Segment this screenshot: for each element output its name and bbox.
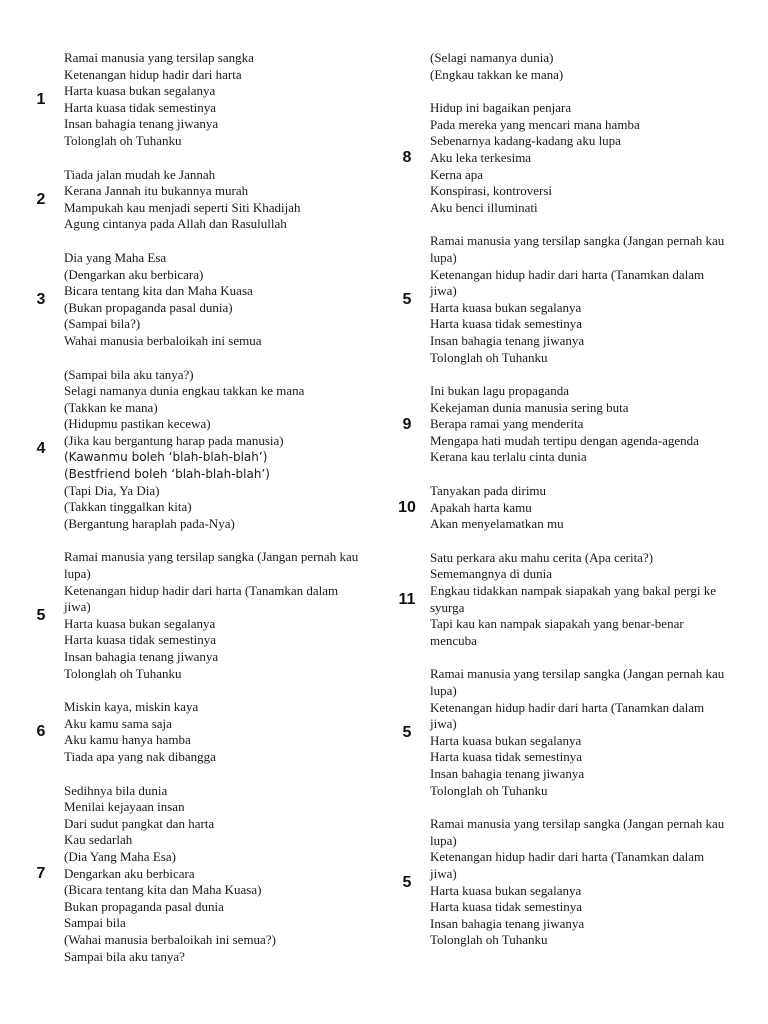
verse-lines: [430, 50, 732, 83]
verse-number: 10: [398, 498, 416, 516]
verse-number: 3: [36, 290, 46, 308]
lyric-line: Harta kuasa tidak semestinya: [430, 749, 582, 765]
lyric-line: Kerana Jannah itu bukannya murah: [64, 183, 249, 199]
lyric-line: Insan bahagia tenang jiwanya: [64, 649, 219, 664]
lyric-line: (Bestfriend boleh ‘blah-blah-blah’): [64, 467, 270, 482]
lyric-line: Ramai manusia yang tersilap sangka: [64, 50, 254, 65]
lyric-line: (Bukan propaganda pasal dunia): [64, 299, 233, 315]
right-verse: [390, 483, 768, 533]
lyric-line: Kerana kau terlalu cinta dunia: [430, 449, 587, 465]
lyric-line: Harta kuasa tidak semestinya: [430, 899, 582, 915]
lyric-line: Harta kuasa tidak semestinya: [64, 632, 216, 648]
right-verse: [390, 666, 768, 799]
lyric-line: Tolonglah oh Tuhanku: [430, 932, 548, 948]
verse-lines: [64, 549, 368, 682]
lyric-line: Ketenangan hidup hadir dari harta (Tanamkan dalam jiwa): [430, 849, 705, 881]
left-verse: [0, 367, 380, 533]
left-verse: [0, 783, 380, 966]
lyric-line: (Sampai bila?): [64, 316, 141, 332]
verse-number: 11: [398, 590, 416, 608]
left-verse: [0, 250, 380, 350]
verse-lines: [430, 233, 732, 366]
lyric-line: Ramai manusia yang tersilap sangka (Jangan pernah kau lupa): [430, 816, 725, 848]
lyric-line: Insan bahagia tenang jiwanya: [64, 116, 219, 132]
right-column: [390, 50, 768, 966]
verse-number: 5: [402, 873, 412, 891]
verse-number: 9: [402, 415, 412, 433]
lyric-line: Kau sedarlah: [64, 832, 133, 848]
lyric-line: (Selagi namanya dunia): [430, 50, 554, 65]
lyric-line: Harta kuasa bukan segalanya: [430, 299, 582, 315]
lyric-line: Insan bahagia tenang jiwanya: [430, 332, 585, 348]
lyric-line: Aku kamu hanya hamba: [64, 732, 191, 748]
lyric-line: Kerna apa: [430, 166, 484, 182]
verse-number: 7: [36, 864, 46, 882]
left-verse: [0, 699, 380, 765]
lyric-line: Tolonglah oh Tuhanku: [430, 782, 548, 798]
lyric-line: (Kawanmu boleh ‘blah-blah-blah’): [64, 450, 268, 465]
right-verse: [390, 550, 768, 650]
lyric-line: Insan bahagia tenang jiwanya: [430, 915, 585, 931]
lyric-line: Ramai manusia yang tersilap sangka (Jangan pernah kau lupa): [430, 666, 725, 698]
left-column: [0, 50, 380, 982]
left-verse: [0, 167, 380, 233]
lyric-line: Tiada apa yang nak dibangga: [64, 748, 216, 764]
lyric-line: Tolonglah oh Tuhanku: [64, 665, 182, 681]
lyric-line: (Wahai manusia berbaloikah ini semua?): [64, 931, 276, 947]
lyric-line: Tolonglah oh Tuhanku: [430, 349, 548, 365]
verse-lines: [430, 383, 732, 466]
verse-number: 1: [36, 90, 46, 108]
verse-lines: [64, 250, 368, 350]
verse-lines: [430, 550, 732, 650]
lyric-line: (Dengarkan aku berbicara): [64, 266, 204, 282]
lyric-line: Satu perkara aku mahu cerita (Apa cerita?): [430, 549, 654, 565]
lyric-line: Apakah harta kamu: [430, 499, 532, 515]
right-verse: [390, 816, 768, 949]
verse-lines: [430, 666, 732, 799]
verse-number: 6: [36, 723, 46, 741]
verse-number: 2: [36, 190, 46, 208]
lyric-line: Tolonglah oh Tuhanku: [64, 132, 182, 148]
lyric-line: Tanyakan pada dirimu: [430, 483, 547, 499]
verse-number: 8: [402, 149, 412, 167]
lyric-line: (Dia Yang Maha Esa): [64, 848, 176, 864]
lyric-line: Aku benci illuminati: [430, 199, 538, 215]
verse-lines: [64, 367, 368, 533]
lyric-line: (Bicara tentang kita dan Maha Kuasa): [64, 882, 262, 898]
lyric-line: Ketenangan hidup hadir dari harta: [64, 66, 242, 82]
lyric-line: Akan menyelamatkan mu: [430, 516, 564, 532]
lyric-line: (Sampai bila aku tanya?): [64, 366, 194, 382]
lyric-line: Dari sudut pangkat dan harta: [64, 815, 215, 831]
lyric-line: Aku kamu sama saja: [64, 715, 172, 731]
verse-lines: [64, 167, 368, 233]
lyric-line: Selagi namanya dunia engkau takkan ke mana: [64, 383, 305, 399]
lyric-line: Agung cintanya pada Allah dan Rasulullah: [64, 216, 287, 232]
lyric-line: Dengarkan aku berbicara: [64, 865, 195, 881]
lyric-line: Dia yang Maha Esa: [64, 249, 167, 265]
lyric-line: (Engkau takkan ke mana): [430, 66, 564, 82]
lyric-line: Bukan propaganda pasal dunia: [64, 898, 224, 914]
verse-lines: [64, 50, 368, 150]
verse-lines: [64, 699, 368, 765]
lyric-line: Insan bahagia tenang jiwanya: [430, 765, 585, 781]
lyric-line: Tiada jalan mudah ke Jannah: [64, 166, 216, 182]
lyric-line: Harta kuasa bukan segalanya: [64, 615, 216, 631]
lyric-line: Sebenarnya kadang-kadang aku lupa: [430, 133, 621, 149]
lyric-line: Harta kuasa tidak semestinya: [64, 99, 216, 115]
lyric-line: Berapa ramai yang menderita: [430, 416, 584, 432]
lyric-line: Sampai bila aku tanya?: [64, 948, 185, 964]
right-verse: [390, 383, 768, 466]
lyric-line: Mampukah kau menjadi seperti Siti Khadijah: [64, 199, 301, 215]
verse-lines: [430, 816, 732, 949]
lyric-line: Ketenangan hidup hadir dari harta (Tanamkan dalam jiwa): [430, 699, 705, 732]
verse-number: 5: [36, 606, 46, 624]
right-verse: [390, 100, 768, 216]
lyric-line: Ini bukan lagu propaganda: [430, 383, 569, 399]
left-verse: [0, 549, 380, 682]
lyric-line: Harta kuasa bukan segalanya: [430, 732, 582, 748]
lyric-line: Wahai manusia berbaloikah ini semua: [64, 332, 262, 348]
lyric-line: Sedihnya bila dunia: [64, 782, 168, 798]
verse-number: 5: [402, 290, 412, 308]
lyric-line: Menilai kejayaan insan: [64, 799, 185, 815]
lyric-line: (Bergantung haraplah pada-Nya): [64, 515, 235, 531]
lyric-line: Ramai manusia yang tersilap sangka (Jangan pernah kau lupa): [64, 549, 359, 582]
lyric-line: Engkau tidakkan nampak siapakah yang bakal pergi ke syurga: [430, 583, 717, 615]
lyric-line: Ketenangan hidup hadir dari harta (Tanamkan dalam jiwa): [430, 266, 705, 299]
lyric-line: Aku leka terkesima: [430, 149, 532, 165]
lyric-line: Harta kuasa bukan segalanya: [430, 882, 582, 898]
lyric-line: Sampai bila: [64, 915, 126, 931]
verse-lines: [430, 100, 732, 216]
lyric-line: Konspirasi, kontroversi: [430, 183, 553, 199]
lyric-line: Kekejaman dunia manusia sering buta: [430, 399, 629, 415]
lyric-line: (Takkan ke mana): [64, 399, 158, 415]
lyric-line: Hidup ini bagaikan penjara: [430, 100, 572, 116]
lyric-line: Pada mereka yang mencari mana hamba: [430, 116, 640, 132]
lyric-line: (Tapi Dia, Ya Dia): [64, 482, 160, 498]
lyric-line: Sememangnya di dunia: [430, 566, 553, 582]
verse-number: 4: [36, 440, 46, 458]
verse-lines: [64, 783, 368, 966]
verse-lines: [430, 483, 732, 533]
lyric-line: (Takkan tinggalkan kita): [64, 499, 192, 515]
lyric-line: Tapi kau kan nampak siapakah yang benar-benar mencuba: [430, 616, 684, 648]
lyric-line: Ketenangan hidup hadir dari harta (Tanamkan dalam jiwa): [64, 582, 339, 615]
left-verse: [0, 50, 380, 150]
verse-number: 5: [402, 723, 412, 741]
lyric-line: Harta kuasa tidak semestinya: [430, 316, 582, 332]
right-verse: [390, 233, 768, 366]
lyric-line: (Hidupmu pastikan kecewa): [64, 416, 211, 432]
lyric-line: Bicara tentang kita dan Maha Kuasa: [64, 283, 253, 299]
lyric-line: (Jika kau bergantung harap pada manusia): [64, 432, 284, 448]
lyric-line: Miskin kaya, miskin kaya: [64, 699, 199, 715]
right-verse: [390, 50, 768, 83]
lyric-line: Mengapa hati mudah tertipu dengan agenda-agenda: [430, 432, 699, 448]
lyric-line: Ramai manusia yang tersilap sangka (Jangan pernah kau lupa): [430, 233, 725, 265]
lyric-line: Harta kuasa bukan segalanya: [64, 83, 216, 99]
